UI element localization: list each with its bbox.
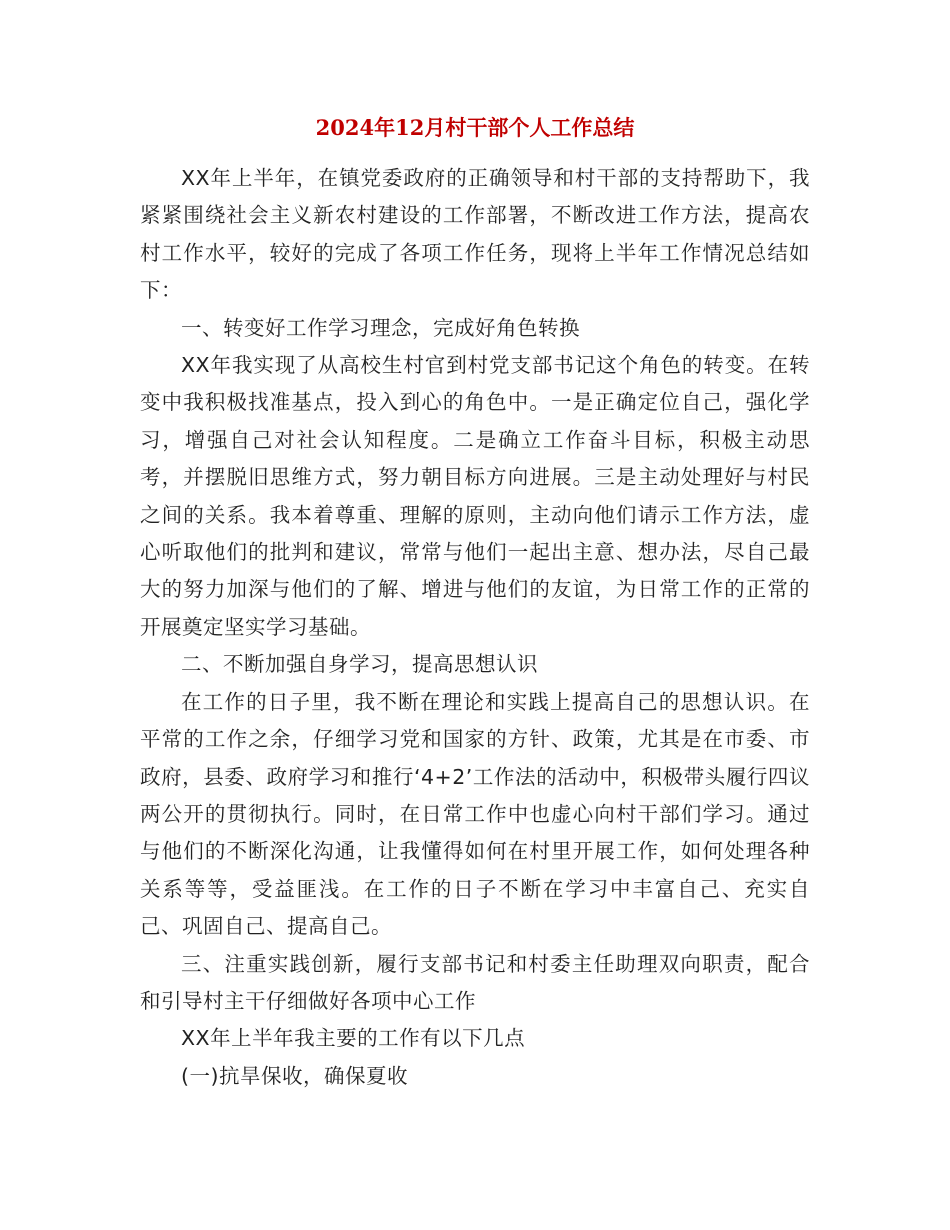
document-title: 2024年12月村干部个人工作总结 xyxy=(315,115,635,140)
subsection-heading-1: (一)抗旱保收，确保夏收 xyxy=(181,1063,408,1088)
section-heading-3: 三、注重实践创新，履行支部书记和村委主任助理双向职责，配合和引导村主干仔细做好各项中心工作 xyxy=(140,951,810,1013)
section-heading-1: 一、转变好工作学习理念，完成好角色转换 xyxy=(181,315,580,340)
paragraph-section-2: 在工作的日子里，我不断在理论和实践上提高自己的思想认识。在平常的工作之余，仔细学习党和国家的方针、政策，尤其是在市委、市政府，县委、政府学习和推行‘4+2’工作法的活动中，积极带头履行四议两公开的贯彻执行。同时，在日常工作中也虚心向村干部们学习。通过与他们的不断深化沟通，让我懂得如何在村里开展工作，如何处理各种关系等等，受益匪浅。在工作的日子不断在学习中丰富自己、充实自己、巩固自己、提高自己。 xyxy=(140,689,810,939)
paragraph-work-list-intro: XX年上半年我主要的工作有以下几点 xyxy=(181,1026,526,1051)
section-heading-2: 二、不断加强自身学习，提高思想认识 xyxy=(181,652,538,677)
document-body xyxy=(140,160,810,1095)
paragraph-section-1: XX年我实现了从高校生村官到村党支部书记这个角色的转变。在转变中我积极找准基点，投入到心的角色中。一是正确定位自己，强化学习，增强自己对社会认知程度。二是确立工作奋斗目标，积极主动思考，并摆脱旧思维方式，努力朝目标方向进展。三是主动处理好与村民之间的关系。我本着尊重、理解的原则，主动向他们请示工作方法，虚心听取他们的批判和建议，常常与他们一起出主意、想办法，尽自己最大的努力加深与他们的了解、增进与他们的友谊，为日常工作的正常的开展奠定坚实学习基础。 xyxy=(140,353,810,639)
paragraph-intro: XX年上半年，在镇党委政府的正确领导和村干部的支持帮助下，我紧紧围绕社会主义新农村建设的工作部署，不断改进工作方法，提高农村工作水平，较好的完成了各项工作任务，现将上半年工作情况总结如下： xyxy=(140,166,810,303)
